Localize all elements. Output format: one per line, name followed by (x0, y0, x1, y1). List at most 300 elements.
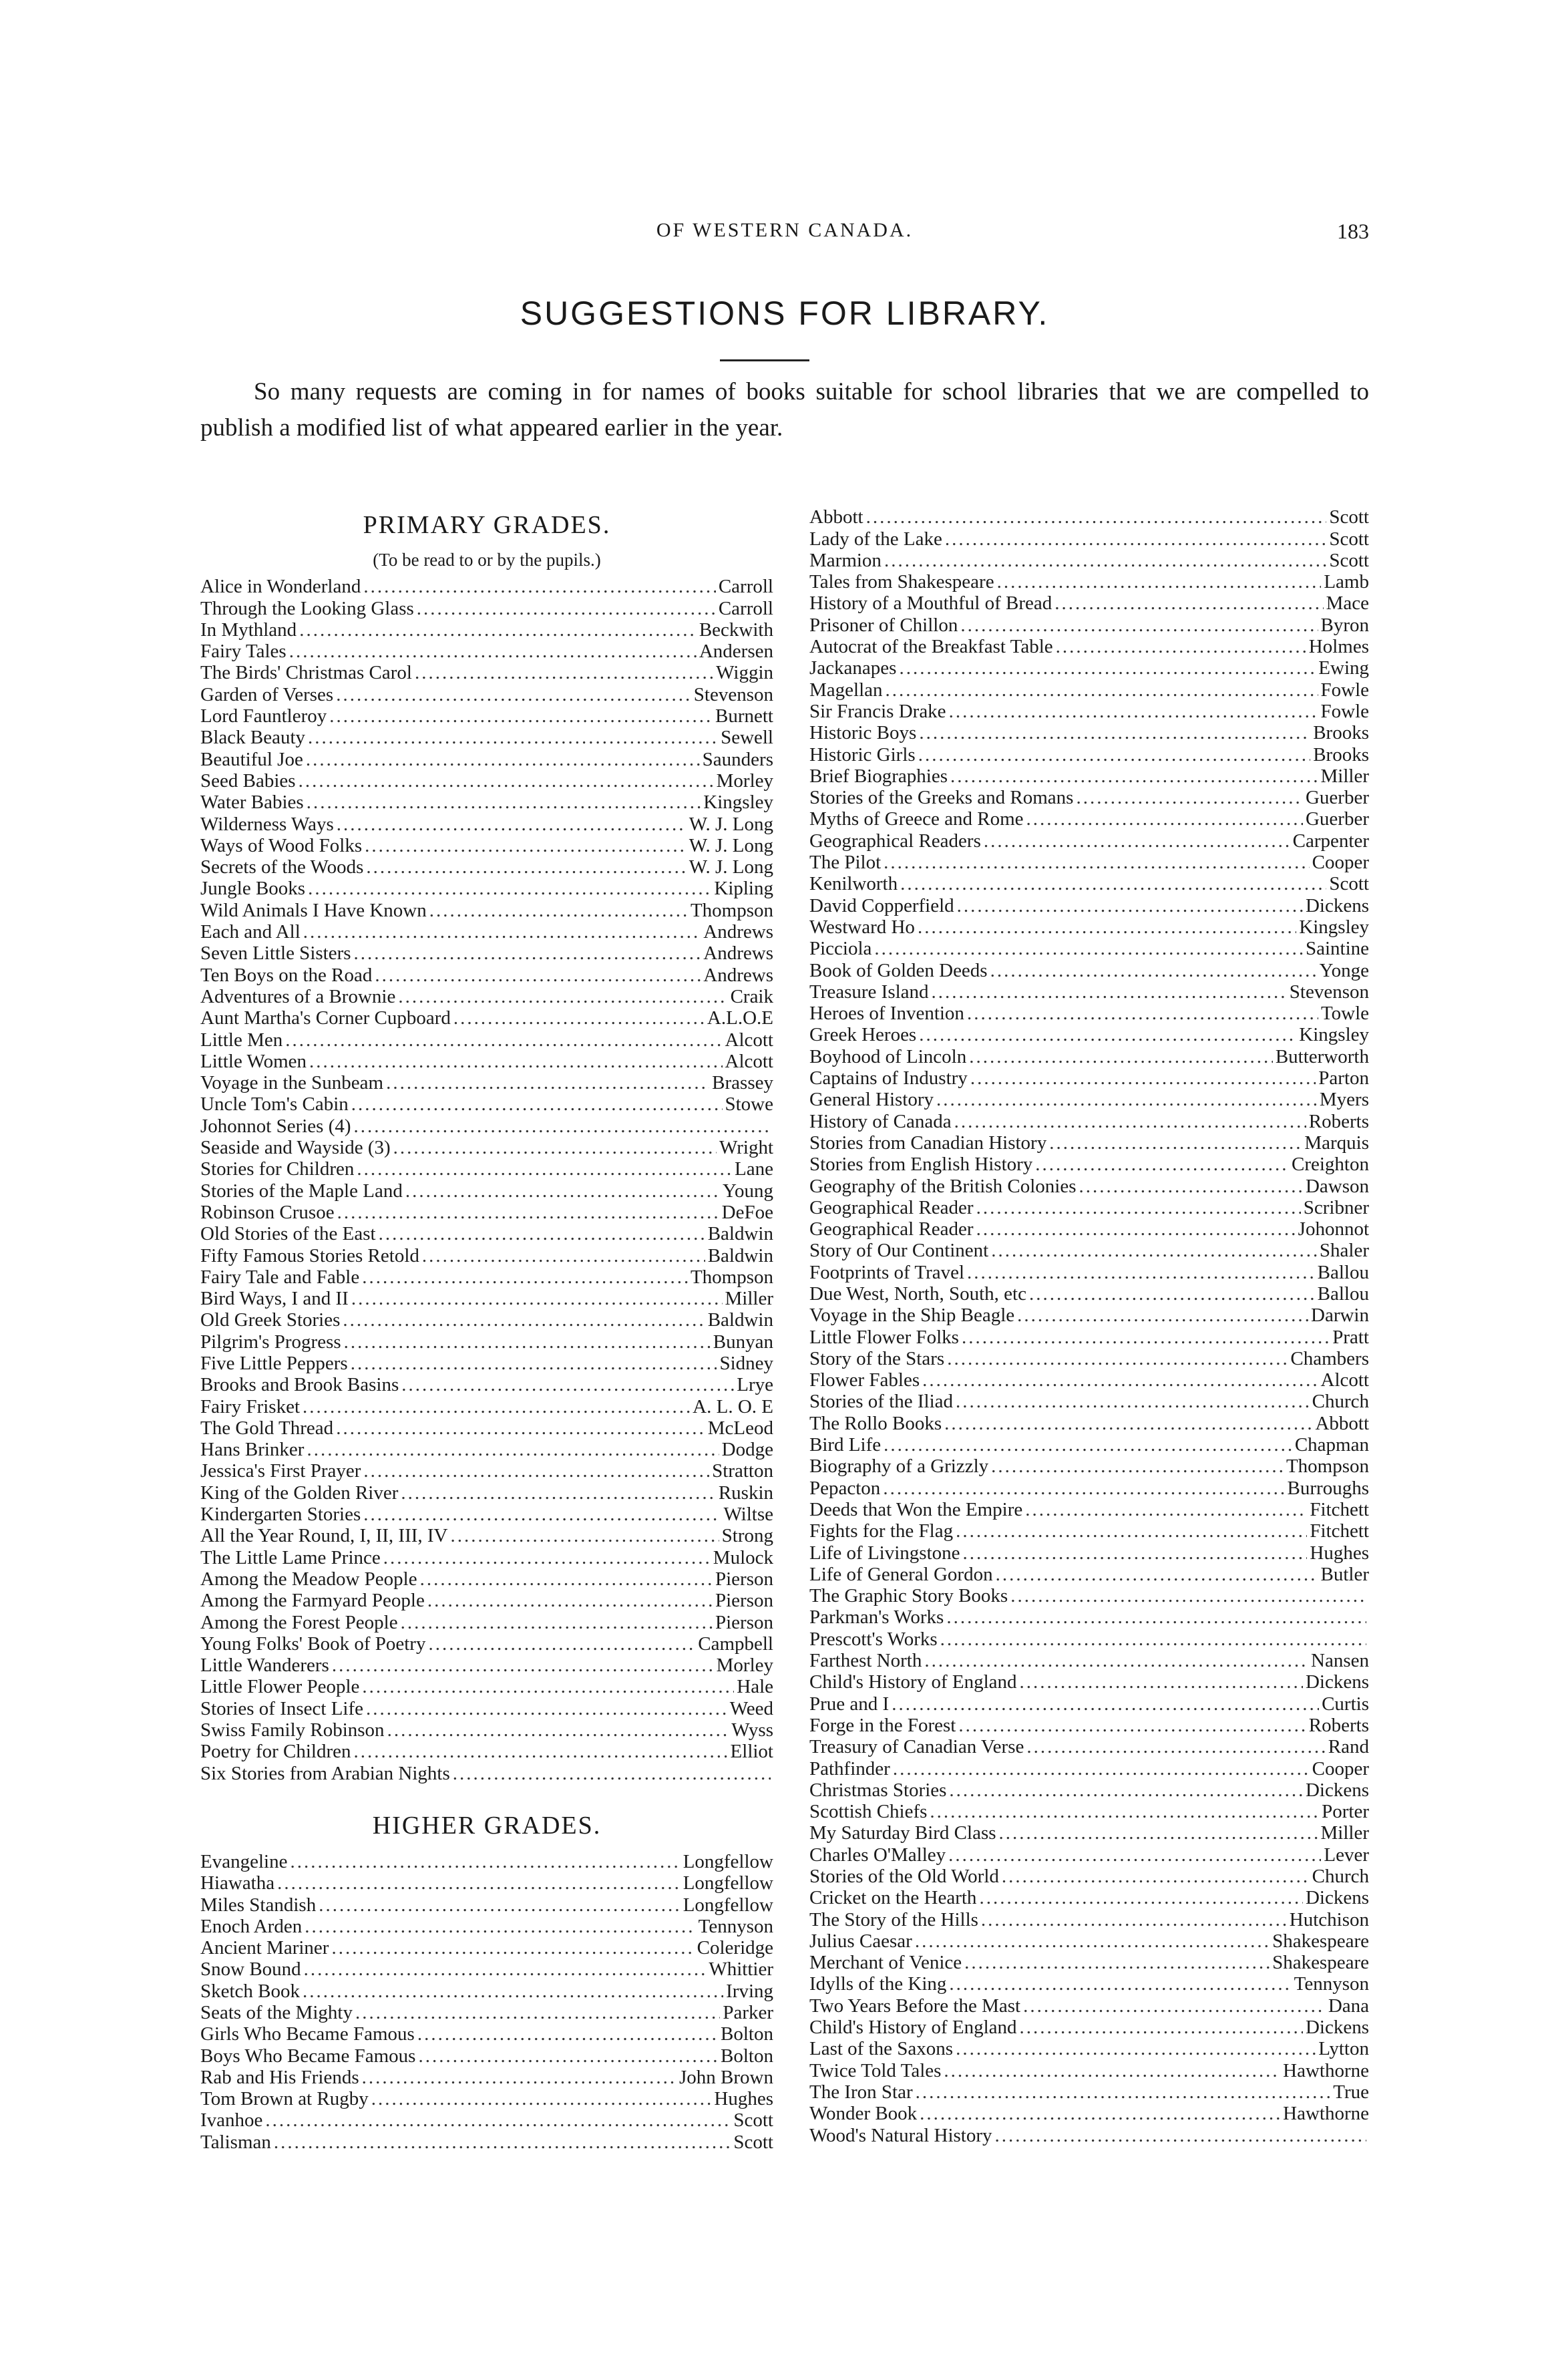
book-author: Wright (719, 1137, 773, 1159)
dot-leader (319, 1894, 680, 1916)
dot-leader (991, 1240, 1317, 1261)
book-author: Dickens (1305, 1779, 1369, 1801)
book-author: Campbell (698, 1633, 773, 1655)
dot-leader (945, 528, 1326, 550)
book-entry (809, 1952, 1369, 1973)
book-author: Kipling (714, 878, 773, 900)
book-entry (809, 1456, 1369, 1477)
dot-leader (1010, 1585, 1366, 1606)
book-entry (809, 1628, 1369, 1649)
book-author: Weed (729, 1697, 773, 1719)
book-entry (200, 576, 773, 597)
book-entry (809, 1326, 1369, 1347)
dot-leader (290, 1851, 680, 1872)
book-author: Ballou (1317, 1283, 1369, 1305)
book-entry (809, 1736, 1369, 1757)
dot-leader (967, 1262, 1315, 1283)
dot-leader (918, 916, 1296, 938)
book-title: Pilgrim's Progress (200, 1331, 341, 1353)
book-title: Beautiful Joe (200, 748, 303, 770)
book-title: King of the Golden River (200, 1482, 399, 1504)
book-entry (809, 981, 1369, 1003)
dot-leader (303, 1981, 723, 2002)
right-column (809, 506, 1369, 2146)
book-author: A. L. O. E (693, 1395, 773, 1417)
book-title: Wonder Book (809, 2103, 918, 2125)
dot-leader (1026, 808, 1303, 830)
book-author: Scott (733, 2131, 773, 2153)
book-author: Beckwith (699, 619, 773, 641)
dot-leader (355, 2002, 720, 2023)
book-title: Seaside and Wayside (3) (200, 1137, 391, 1159)
book-entry (809, 959, 1369, 981)
dot-leader (329, 705, 713, 727)
book-author: Dickens (1305, 2017, 1369, 2039)
book-author: Dawson (1305, 1175, 1369, 1197)
book-entry (200, 943, 773, 964)
book-entry (200, 597, 773, 619)
book-entry (809, 1520, 1369, 1542)
book-title: Ways of Wood Folks (200, 834, 363, 856)
book-title: The Story of the Hills (809, 1908, 978, 1930)
book-title: Autocrat of the Breakfast Table (809, 636, 1053, 658)
book-entry (200, 1439, 773, 1460)
book-entry (809, 1606, 1369, 1628)
book-entry (809, 1499, 1369, 1520)
dot-leader (387, 1719, 729, 1741)
dot-leader (886, 679, 1318, 701)
book-author: W. J. Long (689, 813, 773, 835)
dot-leader (379, 1223, 705, 1244)
dot-leader (354, 1741, 728, 1762)
book-author: Sidney (719, 1352, 773, 1374)
book-title: Treasury of Canadian Verse (809, 1736, 1024, 1758)
book-title: The Little Lame Prince (200, 1546, 381, 1568)
book-author: Rand (1328, 1736, 1369, 1758)
book-title: Scottish Chiefs (809, 1801, 928, 1823)
book-title: The Pilot (809, 852, 882, 874)
book-entry (809, 1154, 1369, 1175)
dot-leader (383, 1547, 711, 1568)
book-title: Forge in the Forest (809, 1714, 956, 1736)
book-entry (200, 2131, 773, 2152)
book-entry (809, 1585, 1369, 1606)
book-title: Evangeline (200, 1850, 288, 1872)
book-title: Wilderness Ways (200, 813, 334, 835)
book-author: Stevenson (1289, 981, 1369, 1003)
book-title: Jessica's First Prayer (200, 1460, 361, 1482)
dot-leader (919, 722, 1310, 743)
book-entry (809, 614, 1369, 635)
book-author: Dodge (721, 1439, 773, 1461)
book-author: Brooks (1313, 722, 1369, 744)
book-author: Wyss (731, 1719, 773, 1741)
dot-leader (866, 506, 1327, 528)
book-author: Church (1312, 1866, 1369, 1887)
book-author: Roberts (1308, 1714, 1369, 1736)
book-entry (200, 641, 773, 662)
book-entry (200, 1158, 773, 1180)
book-entry (200, 1007, 773, 1029)
dot-leader (307, 792, 701, 813)
dot-leader (1025, 1499, 1307, 1520)
dot-leader (932, 981, 1287, 1003)
book-title: Seats of the Mighty (200, 2002, 353, 2023)
dot-leader (918, 744, 1311, 766)
book-entry (809, 1866, 1369, 1887)
dot-leader (417, 2023, 718, 2045)
book-author: Scott (1329, 506, 1369, 528)
dot-leader (996, 1564, 1318, 1585)
book-entry (809, 1132, 1369, 1154)
book-entry (809, 1197, 1369, 1218)
book-title: Lady of the Lake (809, 528, 942, 550)
book-author: Shaler (1319, 1240, 1369, 1262)
page-number: 183 (1337, 219, 1369, 243)
book-author: Burroughs (1287, 1477, 1369, 1499)
book-title: Stories of the Maple Land (200, 1180, 403, 1202)
dot-leader (343, 1309, 705, 1331)
book-title: Sir Francis Drake (809, 700, 946, 722)
book-entry (200, 1655, 773, 1676)
dot-leader (1020, 1671, 1303, 1693)
dot-leader (1002, 1866, 1310, 1887)
book-title: Kindergarten Stories (200, 1504, 361, 1526)
book-title: Secrets of the Woods (200, 856, 364, 878)
book-title: Wood's Natural History (809, 2124, 992, 2146)
book-author: Shakespeare (1272, 1930, 1369, 1952)
dot-leader (884, 1434, 1292, 1456)
dot-leader (422, 1245, 705, 1266)
book-entry (200, 986, 773, 1007)
book-author: Cooper (1312, 1757, 1369, 1779)
book-title: Marmion (809, 549, 882, 571)
book-author: DeFoe (721, 1201, 773, 1223)
dot-leader (981, 1909, 1287, 1930)
book-title: Adventures of a Brownie (200, 985, 396, 1007)
book-author: Stevenson (693, 683, 773, 705)
dot-leader (371, 2088, 712, 2109)
book-title: Wild Animals I Have Known (200, 899, 427, 921)
book-author: Kingsley (703, 792, 773, 814)
book-author: Pierson (715, 1611, 773, 1633)
dot-leader (336, 1417, 705, 1439)
book-entry (809, 1434, 1369, 1456)
book-entry (809, 1671, 1369, 1693)
dot-leader (991, 1456, 1284, 1477)
book-author: Roberts (1308, 1110, 1369, 1132)
book-entry (200, 1959, 773, 1980)
book-author: Wiltse (723, 1504, 773, 1526)
book-entry (200, 1697, 773, 1719)
book-author: Young (722, 1180, 773, 1202)
book-title: Last of the Saxons (809, 2038, 954, 2060)
dot-leader (1020, 2017, 1303, 2038)
dot-leader (960, 615, 1318, 636)
dot-leader (351, 1353, 717, 1374)
dot-leader (924, 1650, 1308, 1671)
book-author: Dickens (1305, 894, 1369, 916)
book-title: Historic Boys (809, 722, 917, 744)
dot-leader (922, 1369, 1318, 1391)
dot-leader (1054, 592, 1323, 614)
book-title: Seven Little Sisters (200, 943, 351, 965)
dot-leader (947, 1348, 1288, 1369)
book-entry (809, 1283, 1369, 1305)
book-author: Marquis (1304, 1132, 1369, 1154)
book-entry (809, 1564, 1369, 1585)
book-title: Abbott (809, 506, 863, 528)
book-author: Hughes (1310, 1542, 1369, 1564)
book-title: In Mythland (200, 619, 297, 641)
book-title: Merchant of Venice (809, 1952, 962, 1974)
book-entry (200, 1633, 773, 1655)
book-author: Morley (716, 770, 773, 792)
dot-leader (990, 960, 1317, 981)
dot-leader (956, 1391, 1310, 1412)
book-title: Pepacton (809, 1477, 881, 1499)
book-title: Historic Girls (809, 743, 916, 766)
book-entry (809, 701, 1369, 722)
dot-leader (1026, 1736, 1325, 1757)
book-entry (200, 1741, 773, 1762)
book-title: History of Canada (809, 1110, 952, 1132)
primary-grades-note: (To be read to or by the pupils.) (373, 550, 601, 570)
book-entry (809, 1757, 1369, 1779)
dot-leader (417, 598, 716, 619)
dot-leader (344, 1331, 711, 1353)
book-author: Fowle (1320, 679, 1369, 701)
dot-leader (299, 770, 714, 792)
book-entry (809, 1844, 1369, 1865)
book-title: Old Stories of the East (200, 1223, 376, 1245)
book-author: Craik (730, 985, 773, 1007)
book-entry (200, 2045, 773, 2066)
book-entry (200, 2023, 773, 2045)
dot-leader (363, 576, 716, 597)
book-author: Longfellow (683, 1850, 773, 1872)
dot-leader (277, 1872, 681, 1894)
book-author: Baldwin (707, 1309, 773, 1331)
section-gap (200, 1844, 773, 1851)
book-author: Dana (1328, 1995, 1369, 2017)
book-author: Ruskin (718, 1482, 773, 1504)
book-author: John Brown (679, 2066, 773, 2088)
dot-leader (366, 1698, 727, 1719)
dot-leader (362, 2067, 677, 2088)
book-title: Little Flower People (200, 1676, 360, 1698)
dot-leader (1079, 1176, 1303, 1197)
book-title: Myths of Greece and Rome (809, 808, 1024, 830)
book-title: All the Year Round, I, II, III, IV (200, 1525, 448, 1547)
book-author: Lever (1324, 1844, 1369, 1866)
book-author: Hawthorne (1283, 2059, 1369, 2081)
book-title: Stories for Children (200, 1158, 355, 1180)
dot-leader (958, 1715, 1306, 1736)
book-entry (200, 1872, 773, 1894)
book-title: Fairy Tales (200, 641, 286, 663)
book-title: Johonnot Series (4) (200, 1115, 351, 1137)
book-title: Little Flower Folks (809, 1326, 959, 1348)
book-title: Water Babies (200, 792, 304, 814)
book-author: Hale (737, 1676, 773, 1698)
book-author: Hughes (714, 2088, 773, 2110)
dot-leader (954, 1111, 1306, 1132)
book-author: Chapman (1294, 1434, 1369, 1456)
book-title: David Copperfield (809, 894, 954, 916)
book-title: Parkman's Works (809, 1606, 944, 1629)
book-author: Longfellow (683, 1894, 773, 1916)
book-author: Andrews (703, 921, 773, 943)
dot-leader (949, 701, 1318, 722)
book-title: Stories of the Old World (809, 1866, 999, 1887)
dot-leader (976, 1218, 1296, 1240)
book-entry (200, 1762, 773, 1783)
dot-leader (366, 856, 686, 878)
book-author: Kingsley (1299, 916, 1369, 938)
book-title: Tales from Shakespeare (809, 571, 994, 593)
book-author: Pratt (1332, 1326, 1369, 1348)
book-entry (200, 1504, 773, 1525)
dot-leader (979, 1887, 1303, 1908)
book-author: Baldwin (707, 1244, 773, 1266)
dot-leader (970, 1067, 1316, 1089)
book-title: General History (809, 1089, 934, 1111)
book-entry (809, 1693, 1369, 1714)
book-author: Ballou (1317, 1261, 1369, 1283)
dot-leader (375, 965, 701, 986)
book-entry (809, 1715, 1369, 1736)
book-entry (809, 1887, 1369, 1908)
book-title: Magellan (809, 679, 883, 701)
book-title: Two Years Before the Mast (809, 1995, 1021, 2017)
book-author: Tennyson (1294, 1973, 1369, 1995)
book-title: Snow Bound (200, 1959, 301, 1981)
title-rule (720, 359, 809, 361)
book-entry (809, 938, 1369, 959)
book-entry (809, 1930, 1369, 1952)
dot-leader (920, 2103, 1280, 2124)
book-title: Prescott's Works (809, 1628, 938, 1650)
dot-leader (915, 1930, 1270, 1952)
book-title: Heroes of Invention (809, 1003, 964, 1025)
dot-leader (962, 1327, 1330, 1348)
page-header (200, 219, 1369, 252)
book-author: Mace (1326, 592, 1369, 615)
book-entry (809, 1024, 1369, 1045)
dot-leader (944, 2060, 1280, 2081)
book-entry (200, 921, 773, 943)
dot-leader (874, 938, 1303, 959)
book-title: Treasure Island (809, 981, 929, 1003)
book-author: Stratton (712, 1460, 773, 1482)
book-entry (200, 1202, 773, 1223)
book-entry (809, 1305, 1369, 1326)
book-entry (200, 1482, 773, 1503)
book-author: Scott (1329, 528, 1369, 550)
book-title: Aunt Martha's Corner Cupboard (200, 1007, 451, 1029)
dot-leader (967, 1003, 1318, 1024)
dot-leader (354, 943, 701, 964)
dot-leader (940, 1629, 1366, 1650)
book-title: Stories of the Greeks and Romans (809, 787, 1074, 809)
book-entry (200, 899, 773, 920)
dot-leader (1017, 1305, 1308, 1326)
dot-leader (299, 619, 697, 641)
dot-leader (362, 1676, 734, 1697)
book-entry (809, 743, 1369, 765)
book-entry (809, 916, 1369, 938)
book-author: Scott (1329, 549, 1369, 571)
page-title: SUGGESTIONS FOR LIBRARY. (520, 295, 1050, 332)
dot-leader (451, 1525, 719, 1546)
book-entry (200, 964, 773, 985)
book-title: Little Women (200, 1050, 307, 1072)
book-title: Twice Told Tales (809, 2059, 942, 2081)
dot-leader (453, 1763, 771, 1784)
dot-leader (363, 1504, 721, 1525)
book-title: Through the Looking Glass (200, 597, 414, 619)
book-author: Whittier (709, 1959, 773, 1981)
book-title: Story of Our Continent (809, 1240, 989, 1262)
book-title: Flower Fables (809, 1369, 920, 1391)
book-entry (200, 1180, 773, 1201)
dot-leader (884, 550, 1326, 571)
book-author: Brassey (712, 1072, 773, 1094)
book-title: Cricket on the Hearth (809, 1887, 977, 1909)
book-author: Towle (1320, 1003, 1369, 1025)
book-author: Miller (1320, 1822, 1369, 1844)
dot-leader (354, 1116, 771, 1137)
book-author: Kingsley (1299, 1024, 1369, 1046)
book-title: Poetry for Children (200, 1741, 351, 1763)
dot-leader (969, 1046, 1273, 1067)
book-author: Scott (1329, 873, 1369, 895)
book-author: Elliot (730, 1741, 773, 1763)
right-column-list (809, 506, 1369, 2146)
book-entry (200, 1266, 773, 1288)
book-entry (200, 1029, 773, 1050)
book-author: Fitchett (1310, 1520, 1369, 1542)
book-author: Dickens (1305, 1671, 1369, 1693)
book-title: Fairy Frisket (200, 1395, 301, 1417)
book-author: Guerber (1305, 787, 1369, 809)
book-entry (809, 1110, 1369, 1132)
book-author: Andersen (699, 641, 773, 663)
dot-leader (999, 1822, 1318, 1844)
book-title: Talisman (200, 2131, 271, 2153)
book-entry (809, 894, 1369, 916)
book-title: Captains of Industry (809, 1067, 968, 1089)
book-title: Geographical Reader (809, 1196, 974, 1218)
dot-leader (884, 852, 1309, 873)
book-author: Carpenter (1292, 830, 1369, 852)
dot-leader (308, 878, 711, 899)
book-title: Bird Life (809, 1434, 882, 1456)
book-author: Saunders (702, 748, 773, 770)
book-entry (200, 1611, 773, 1633)
book-title: Life of General Gordon (809, 1563, 993, 1585)
book-entry (200, 1460, 773, 1482)
book-entry (200, 1676, 773, 1697)
book-title: Enoch Arden (200, 1915, 303, 1937)
book-entry (200, 1331, 773, 1352)
book-author: Alcott (725, 1050, 773, 1072)
dot-leader (453, 1007, 705, 1029)
dot-leader (418, 2045, 718, 2067)
dot-leader (936, 1089, 1317, 1110)
book-title: Robinson Crusoe (200, 1201, 335, 1223)
